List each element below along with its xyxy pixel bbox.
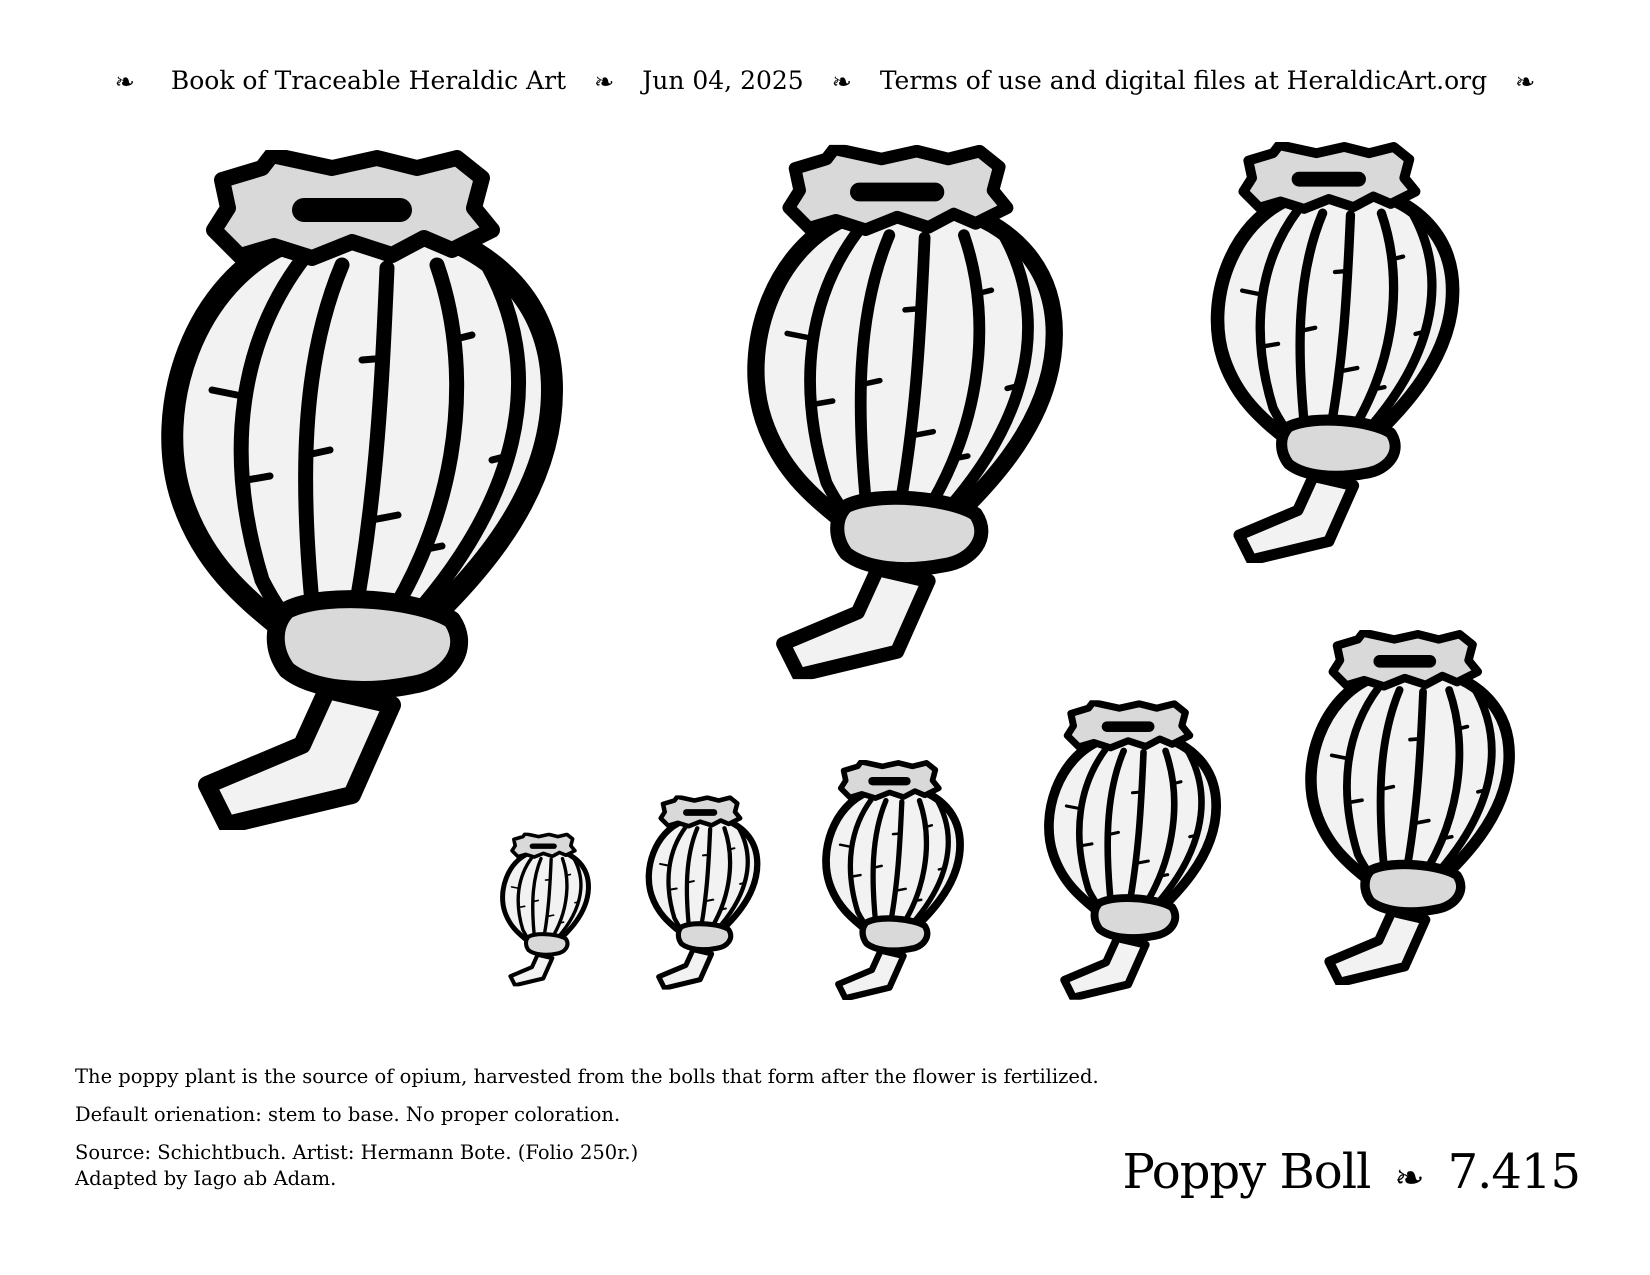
source-block bbox=[75, 1140, 1175, 1192]
description bbox=[75, 1064, 1175, 1192]
poppy-boll-illustration-small bbox=[1205, 140, 1465, 565]
description-line-1: The poppy plant is the source of opium, harvested from the bolls that form after the flower is fertilized. bbox=[75, 1065, 1099, 1088]
poppy-boll-illustration-medium bbox=[740, 142, 1070, 682]
description-line-2: Default orienation: stem to base. No proper coloration. bbox=[75, 1103, 621, 1126]
terms-note: Terms of use and digital files at HeraldicArt.org bbox=[879, 65, 1488, 95]
source-line: Source: Schichtbuch. Artist: Hermann Bote. (Folio 250r.) bbox=[75, 1141, 639, 1164]
plate-name: Poppy Boll bbox=[1122, 1144, 1371, 1200]
fleuron-icon: ❧ bbox=[831, 68, 852, 96]
poppy-boll-illustration-large bbox=[152, 150, 572, 830]
plate-number: 7.415 bbox=[1447, 1144, 1580, 1200]
fleuron-icon: ❧ bbox=[1394, 1158, 1424, 1199]
poppy-boll-illustration-small-2 bbox=[1300, 630, 1520, 985]
book-title: Book of Traceable Heraldic Art bbox=[170, 65, 567, 95]
adapted-line: Adapted by Iago ab Adam. bbox=[75, 1167, 337, 1190]
plate-title bbox=[1122, 1144, 1580, 1200]
fleuron-icon: ❧ bbox=[114, 68, 135, 96]
poppy-boll-illustration-xxsmall bbox=[818, 760, 968, 1000]
poppy-boll-illustration-xsmall bbox=[1040, 700, 1225, 1000]
page-header bbox=[0, 50, 1650, 110]
fleuron-icon: ❧ bbox=[594, 68, 615, 96]
header-date: Jun 04, 2025 bbox=[642, 65, 804, 95]
poppy-boll-illustration-tiny bbox=[643, 795, 763, 990]
illustration-area bbox=[0, 120, 1650, 1040]
poppy-boll-illustration-mini bbox=[498, 832, 593, 987]
fleuron-icon: ❧ bbox=[1515, 68, 1536, 96]
